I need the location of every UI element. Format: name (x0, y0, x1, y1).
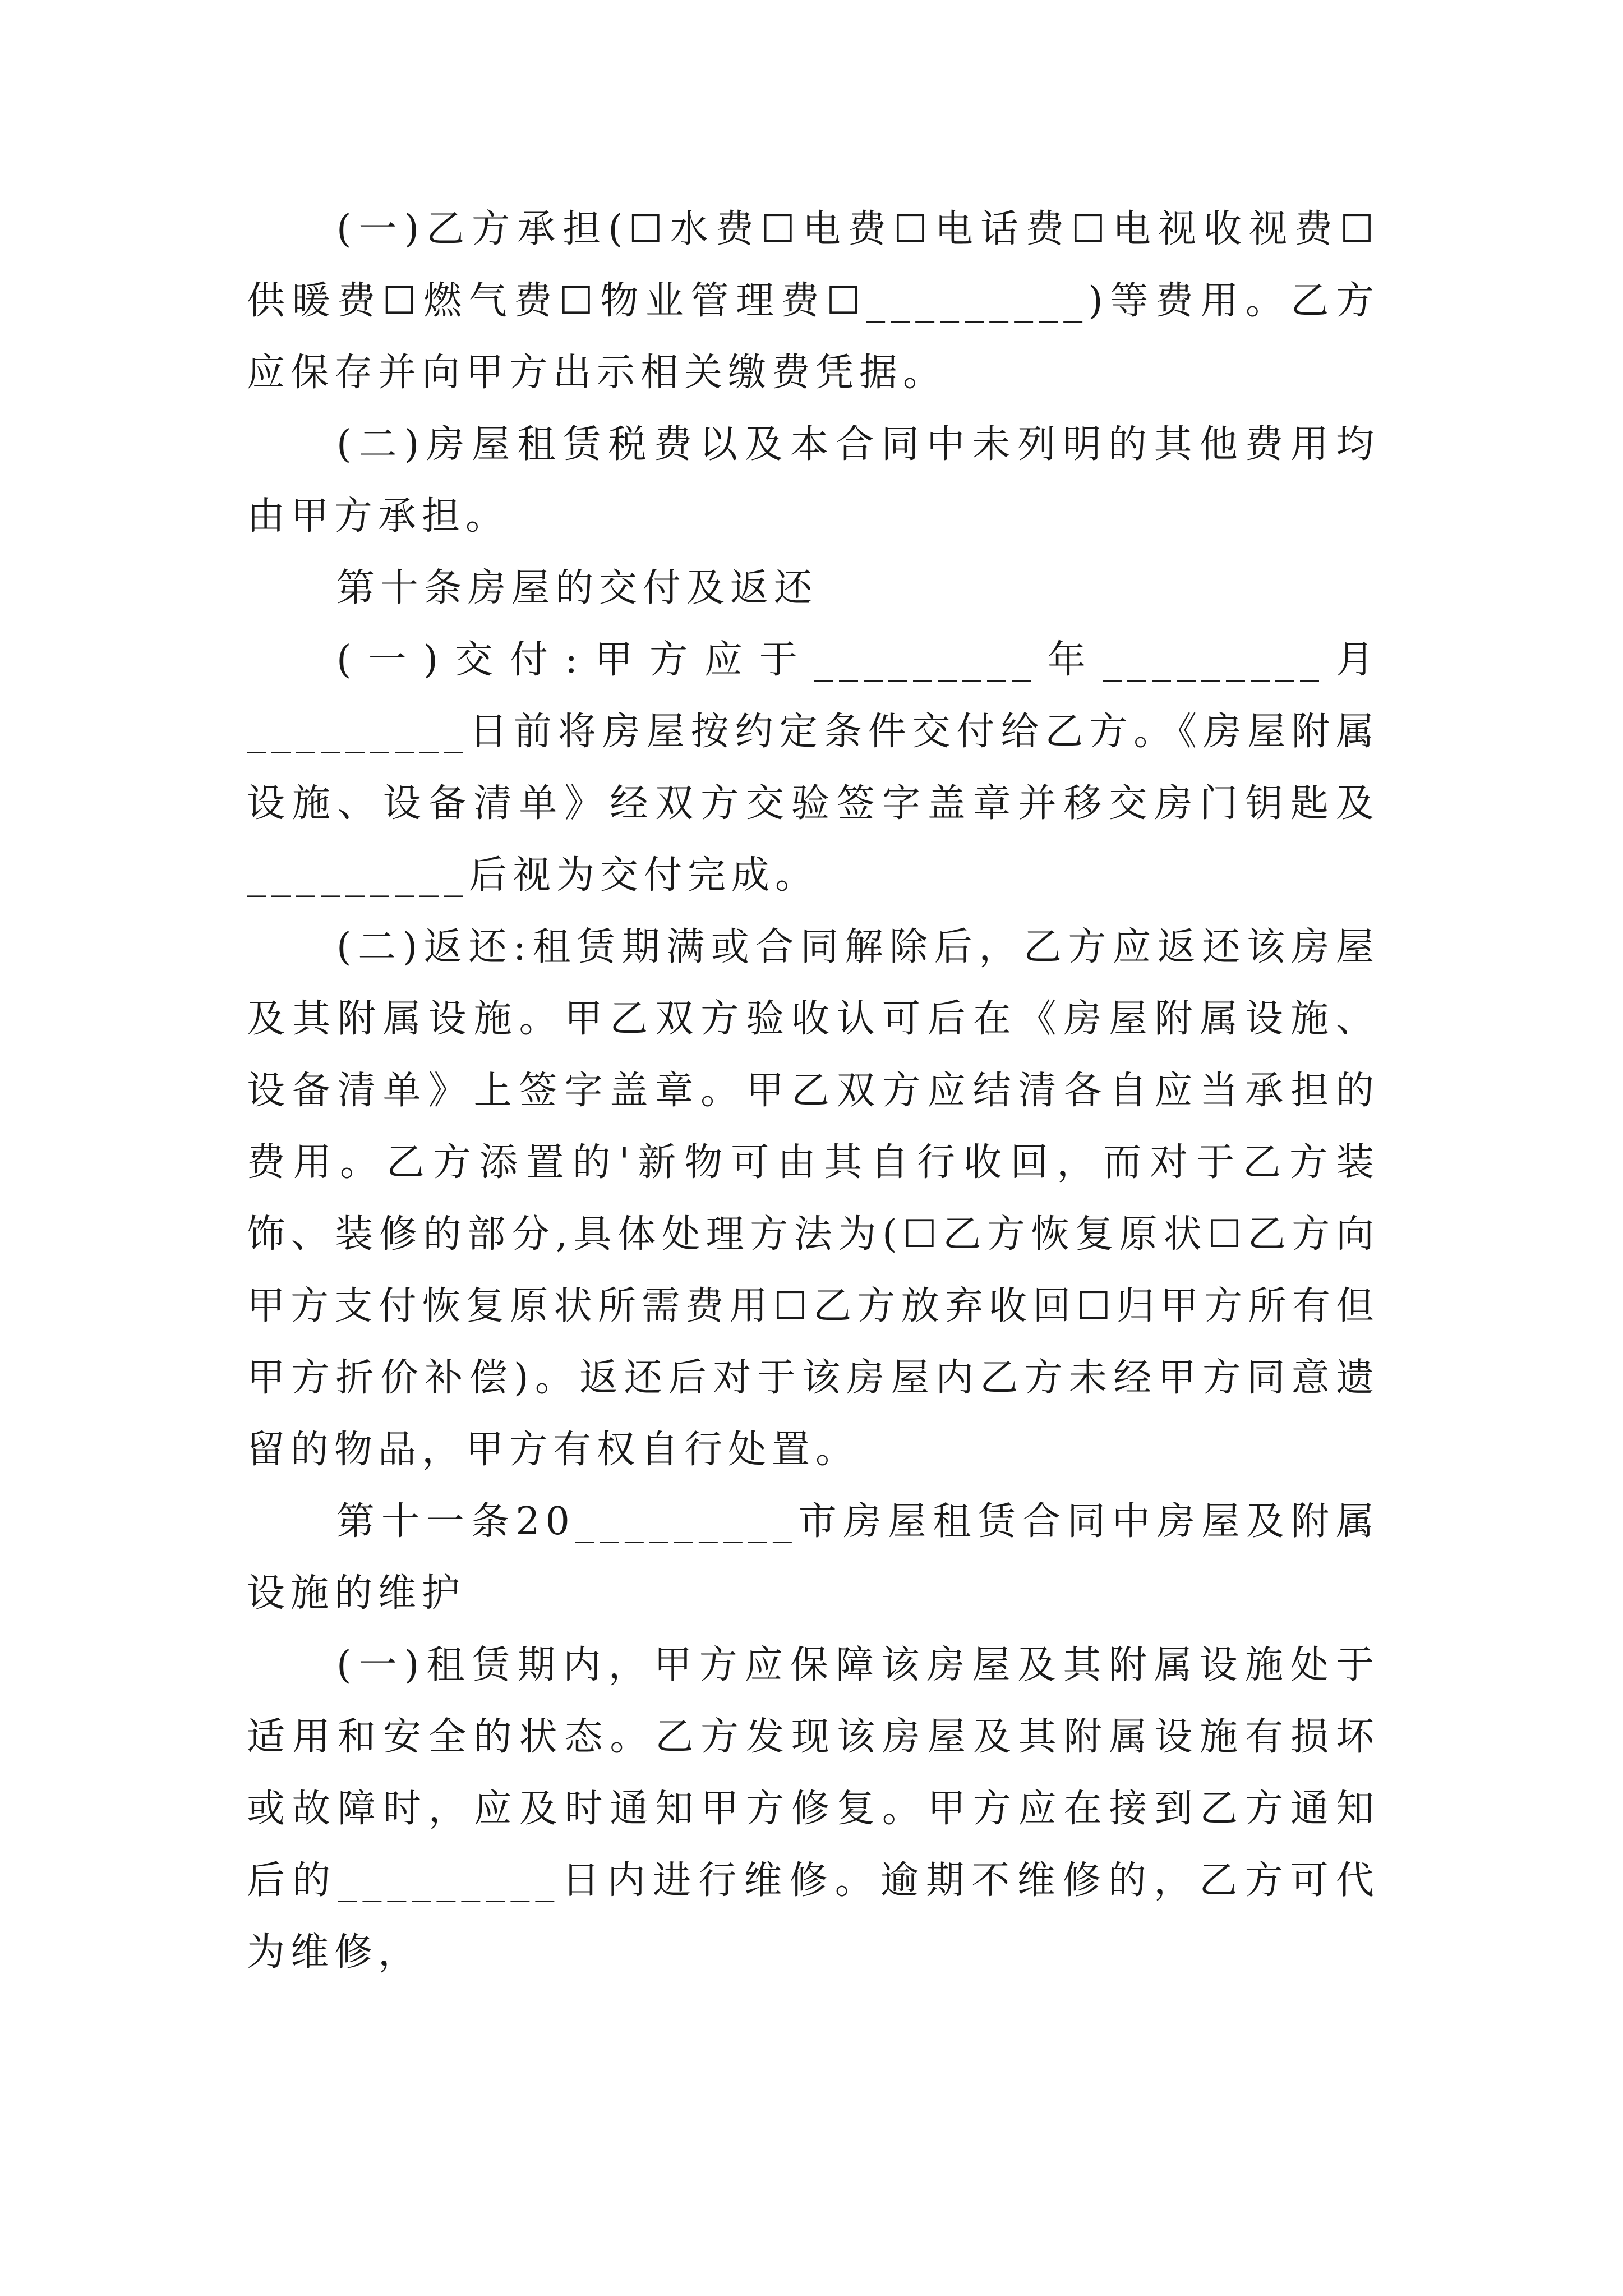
clause-9-item-1: (一)乙方承担(☐水费☐电费☐电话费☐电视收视费☐供暖费☐燃气费☐物业管理费☐_________)等费用。乙方应保存并向甲方出示相关缴费凭据。 (247, 207, 1380, 395)
clause-11-item-1: (一)租赁期内，甲方应保障该房屋及其附属设施处于适用和安全的状态。乙方发现该房屋及其附属设施有损坏或故障时，应及时通知甲方修复。甲方应在接到乙方通知后的_________日内进行维修。逾期不维修的，乙方可代为维修， (247, 1643, 1380, 1975)
clause-11-heading: 第十一条20_________市房屋租赁合同中房屋及附属设施的维护 (247, 1499, 1380, 1616)
clause-10-item-1: (一)交付:甲方应于_________年_________月_________日前将房屋按约定条件交付给乙方。《房屋附属设施、设备清单》经双方交验签字盖章并移交房门钥匙及_________后视为交付完成。 (247, 638, 1380, 898)
document-body (247, 194, 1380, 1989)
clause-10-heading: 第十条房屋的交付及返还 (336, 566, 818, 610)
clause-9-item-2: (二)房屋租赁税费以及本合同中未列明的其他费用均由甲方承担。 (247, 422, 1380, 539)
clause-10-item-2: (二)返还:租赁期满或合同解除后，乙方应返还该房屋及其附属设施。甲乙双方验收认可后在《房屋附属设施、设备清单》上签字盖章。甲乙双方应结清各自应当承担的费用。乙方添置的'新物可由其自行收回，而对于乙方装饰、装修的部分,具体处理方法为(☐乙方恢复原状☐乙方向甲方支付恢复原状所需费用☐乙方放弃收回☐归甲方所有但甲方折价补偿)。返还后对于该房屋内乙方未经甲方同意遗留的物品，甲方有权自行处置。 (247, 925, 1380, 1472)
